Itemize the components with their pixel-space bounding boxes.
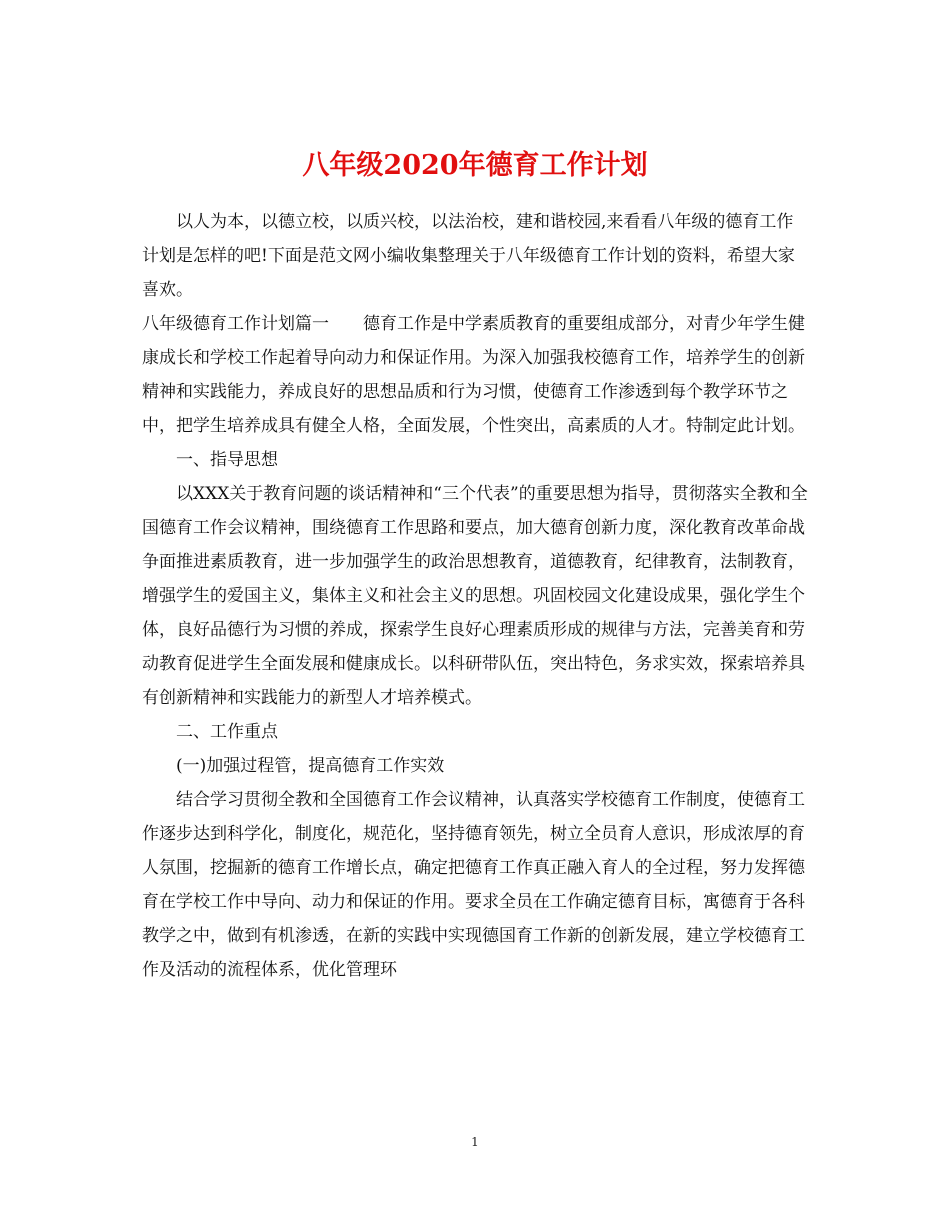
page-number: 1 <box>471 1135 479 1149</box>
subsection-heading-process-management: (一)加强过程管，提高德育工作实效 <box>176 756 445 776</box>
document-body <box>142 205 808 987</box>
section-heading-work-focus: 二、工作重点 <box>176 722 278 742</box>
intro-paragraph: 以人为本，以德立校，以质兴校，以法治校，建和谐校园,来看看八年级的德育工作计划是怎样的吧!下面是范文网小编收集整理关于八年级德育工作计划的资料，希望大家喜欢。 <box>142 212 795 300</box>
guiding-ideology-paragraph: 以XXX关于教育问题的谈话精神和“三个代表”的重要思想为指导，贯彻落实全教和全国德育工作会议精神，围绕德育工作思路和要点，加大德育创新力度，深化教育改革命战争面推进素质教育，进一步加强学生的政治思想教育，道德教育，纪律教育，法制教育，增强学生的爱国主义，集体主义和社会主义的思想。巩固校园文化建设成果，强化学生个体，良好品德行为习惯的养成，探索学生良好心理素质形成的规律与方法，完善美育和劳动教育促进学生全面发展和健康成长。以科研带队伍，突出特色，务求实效，探索培养具有创新精神和实践能力的新型人才培养模式。 <box>142 484 808 708</box>
process-management-paragraph: 结合学习贯彻全教和全国德育工作会议精神，认真落实学校德育工作制度，使德育工作逐步达到科学化，制度化，规范化，坚持德育领先，树立全员育人意识，形成浓厚的育人氛围，挖掘新的德育工作增长点，确定把德育工作真正融入育人的全过程，努力发挥德育在学校工作中导向、动力和保证的作用。要求全员在工作确定德育目标，寓德育于各科教学之中，做到有机渗透，在新的实践中实现德国育工作新的创新发展，建立学校德育工作及活动的流程体系，优化管理环 <box>142 790 805 980</box>
plan-overview-paragraph: 八年级德育工作计划篇一 德育工作是中学素质教育的重要组成部分，对青少年学生健康成长和学校工作起着导向动力和保证作用。为深入加强我校德育工作，培养学生的创新精神和实践能力，养成良好的思想品质和行为习惯，使德育工作渗透到每个教学环节之中，把学生培养成具有健全人格，全面发展，个性突出，高素质的人才。特制定此计划。 <box>142 314 805 436</box>
section-heading-guiding-ideology: 一、指导思想 <box>176 450 278 470</box>
document-title: 八年级2020年德育工作计划 <box>302 150 648 182</box>
